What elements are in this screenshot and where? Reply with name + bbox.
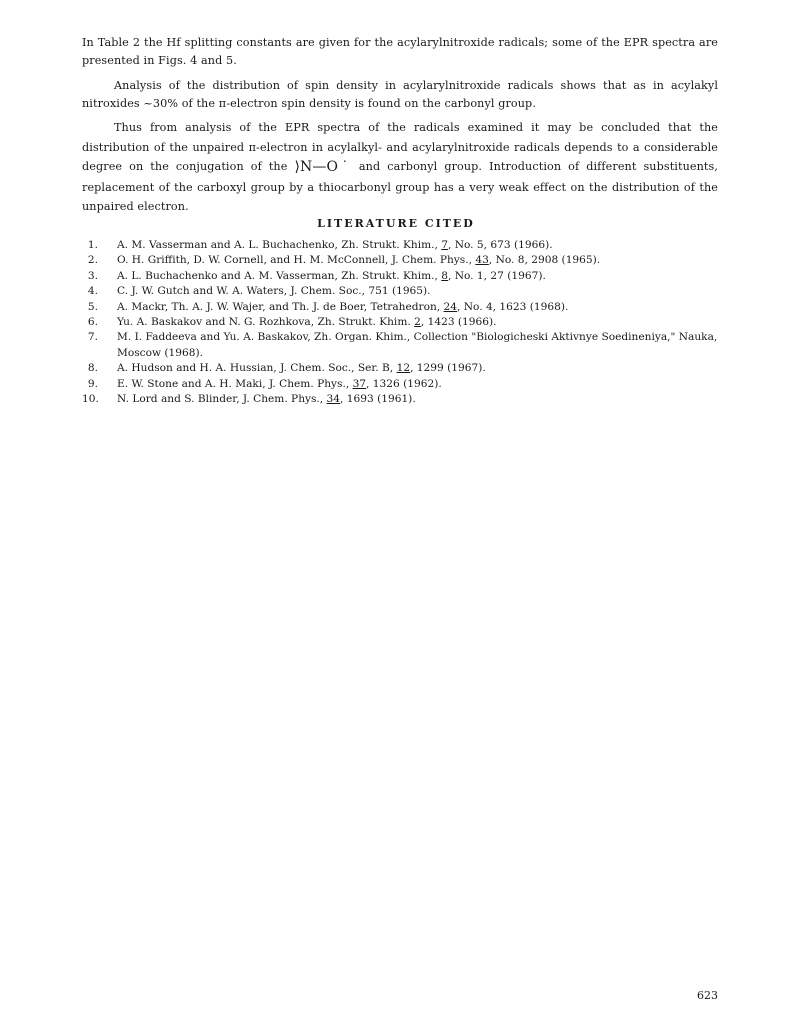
reference-volume: 12 (396, 362, 411, 375)
reference-number: 3. (87, 269, 98, 282)
reference-text-end: , 1299 (1967). (410, 362, 486, 375)
reference-item (82, 284, 718, 299)
reference-text: C. J. W. Gutch and W. A. Waters, J. Chem. Soc., 751 (1965). (117, 285, 431, 298)
references-heading: LITERATURE CITED (317, 217, 475, 230)
reference-number: 4. (87, 285, 98, 298)
reference-item (82, 238, 718, 253)
reference-text: N. Lord and S. Blinder, J. Chem. Phys., (117, 393, 327, 406)
reference-number: 7. (87, 331, 98, 344)
paragraph-2: Analysis of the distribution of spin density in acylarylnitroxide radicals shows that as in acylakyl nitroxides ~30% of the π-electron spin density is found on the carbonyl group. (82, 79, 718, 110)
reference-volume: 24 (443, 300, 458, 313)
reference-item (82, 330, 718, 361)
reference-text: A. Hudson and H. A. Hussian, J. Chem. Soc., Ser. B, (117, 362, 397, 375)
reference-item (82, 253, 718, 268)
reference-item (82, 392, 718, 407)
reference-text: M. I. Faddeeva and Yu. A. Baskakov, Zh. Organ. Khim., Collection "Biologicheski Aktivnye Soedineniya," Nauka, Moscow (1968). (117, 331, 718, 359)
reference-volume: 34 (326, 393, 341, 406)
reference-item (82, 377, 718, 392)
reference-text: E. W. Stone and A. H. Maki, J. Chem. Phys., (117, 377, 353, 390)
reference-text-end: , No. 8, 2908 (1965). (488, 254, 601, 267)
reference-text-end: , 1423 (1966). (420, 316, 497, 329)
paragraph-3-text-before: Thus from analysis of the EPR spectra of the radicals examined it may be concluded that the distribution of the unpaired π-electron in acylalkyl- and acylarylnitroxide radicals depends to a considerable degree on the conjugation of the (82, 121, 718, 173)
paragraph-3-text-after: and carbonyl group. Introduction of different substituents, replacement of the carboxyl group by a thiocarbonyl group has a very weak effect on the distribution of the unpaired electron. (82, 160, 718, 213)
reference-text: O. H. Griffith, D. W. Cornell, and H. M. McConnell, J. Chem. Phys., (117, 254, 476, 267)
reference-number: 2. (87, 254, 98, 267)
paragraph-3 (82, 118, 718, 217)
reference-text-end: , 1326 (1962). (366, 377, 442, 390)
reference-text-end: , No. 5, 673 (1966). (447, 239, 553, 251)
reference-text: A. L. Buchachenko and A. M. Vasserman, Zh. Strukt. Khim., (117, 269, 442, 282)
reference-item (82, 300, 718, 315)
reference-volume: 37 (352, 377, 367, 390)
reference-text-end: , No. 1, 27 (1967). (447, 269, 546, 282)
nitroxide-group-symbol: ⟩N—O˙ (294, 159, 352, 175)
reference-volume: 2 (414, 316, 421, 329)
paragraph-1: In Table 2 the Hf splitting constants are given for the acylarylnitroxide radicals; some of the EPR spectra are presented in Figs. 4 and 5. (82, 36, 718, 67)
reference-item (82, 361, 718, 376)
reference-volume: 7 (441, 239, 448, 251)
reference-number: 5. (87, 300, 98, 313)
reference-list (82, 238, 718, 407)
reference-number: 9. (87, 377, 98, 390)
reference-volume: 43 (475, 254, 489, 267)
reference-number: 8. (87, 362, 98, 375)
reference-text-end: , 1693 (1961). (340, 393, 416, 406)
reference-item (82, 269, 718, 284)
reference-number: 6. (87, 316, 98, 329)
reference-text: A. Mackr, Th. A. J. W. Wajer, and Th. J. de Boer, Tetrahedron, (117, 300, 444, 313)
reference-volume: 8 (441, 269, 448, 282)
reference-item (82, 315, 718, 330)
reference-number: 10. (82, 393, 99, 406)
reference-number: 1. (87, 239, 98, 251)
reference-text: A. M. Vasserman and A. L. Buchachenko, Zh. Strukt. Khim., (117, 239, 442, 251)
reference-text: Yu. A. Baskakov and N. G. Rozhkova, Zh. Strukt. Khim. (117, 316, 415, 329)
page-number: 623 (697, 989, 718, 1002)
reference-text-end: , No. 4, 1623 (1968). (457, 300, 569, 313)
